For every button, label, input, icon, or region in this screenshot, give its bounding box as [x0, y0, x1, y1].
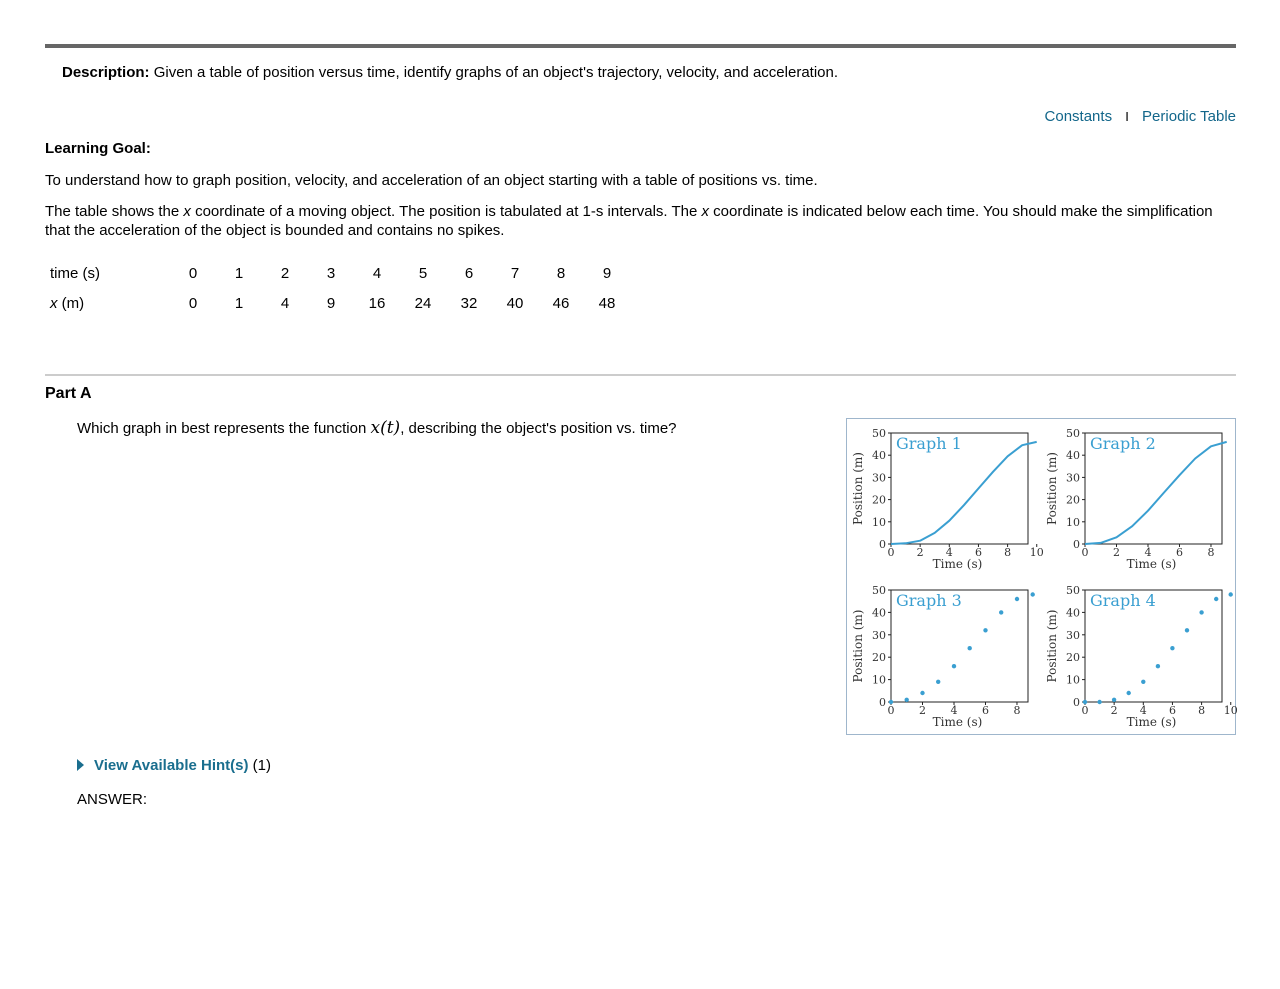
data-point: [1083, 700, 1087, 704]
data-point: [889, 700, 893, 704]
y-tick-label: 50: [872, 427, 886, 440]
time-cell: 3: [326, 264, 336, 282]
time-cell: 6: [464, 264, 474, 282]
y-tick-label: 20: [872, 493, 886, 507]
data-point: [1214, 597, 1218, 601]
position-cell: 40: [506, 294, 524, 312]
x-tick-label: 4: [950, 704, 958, 717]
x-tick-label: 6: [974, 546, 982, 559]
x-tick-label: 2: [918, 704, 926, 717]
position-cell: 24: [414, 294, 432, 312]
x-tick-label: 6: [1168, 704, 1176, 717]
position-row-label: [46, 288, 170, 318]
y-tick-label: 20: [872, 651, 886, 665]
data-point: [905, 698, 909, 702]
x-tick-label: 4: [1139, 704, 1147, 717]
y-tick-label: 10: [1066, 673, 1080, 687]
link-separator: I: [1125, 109, 1129, 124]
y-tick-label: 50: [1066, 584, 1080, 597]
part-a-question: [77, 418, 677, 438]
time-cell: 2: [280, 264, 290, 282]
data-point: [1015, 597, 1019, 601]
position-cell: 46: [552, 294, 570, 312]
x-tick-label: 0: [887, 704, 895, 717]
hint-toggle[interactable]: [77, 757, 271, 774]
position-cell: 4: [280, 294, 290, 312]
x-tick-label: 8: [1207, 546, 1215, 559]
graph-panel-4: [1045, 584, 1238, 729]
x-tick-label: 6: [1175, 546, 1183, 559]
y-axis-label: Position (m): [851, 452, 865, 525]
data-point: [999, 610, 1003, 614]
data-point: [1229, 592, 1233, 596]
graph-panel-2: [1045, 427, 1227, 571]
hint-count: (1): [252, 757, 272, 774]
data-point: [1031, 592, 1035, 596]
part-a-heading: Part A: [45, 385, 92, 402]
time-row: [46, 258, 630, 288]
graph-panel-3: [851, 584, 1035, 729]
time-cell: 9: [602, 264, 612, 282]
graph-title: Graph 2: [1090, 434, 1156, 453]
description: [62, 64, 838, 81]
x-tick-label: 2: [916, 546, 924, 559]
data-point: [968, 646, 972, 650]
position-cell: 9: [326, 294, 336, 312]
question-text: , describing the object's position vs. time?: [400, 420, 677, 437]
y-tick-label: 50: [872, 584, 886, 597]
time-cell: 7: [510, 264, 520, 282]
data-point: [1141, 680, 1145, 684]
position-cell: 16: [368, 294, 386, 312]
time-cell: 8: [556, 264, 566, 282]
x-tick-label: 8: [1004, 546, 1012, 559]
x-tick-label: 6: [981, 704, 989, 717]
unit: (m): [57, 294, 85, 312]
x-tick-label: 2: [1112, 546, 1120, 559]
data-point: [1127, 691, 1131, 695]
data-point: [936, 680, 940, 684]
y-tick-label: 40: [872, 449, 886, 463]
x-tick-label: 2: [1110, 704, 1118, 717]
answer-label: ANSWER:: [77, 791, 148, 808]
data-point: [1097, 700, 1101, 704]
x-tick-label: 8: [1013, 704, 1021, 717]
time-cell: 1: [234, 264, 244, 282]
data-point: [952, 664, 956, 668]
y-tick-label: 10: [872, 515, 886, 529]
y-tick-label: 30: [872, 471, 886, 485]
x-axis-label: Time (s): [1126, 715, 1177, 729]
y-tick-label: 0: [1073, 696, 1080, 709]
position-cell: 1: [234, 294, 244, 312]
y-tick-label: 10: [1066, 515, 1080, 529]
x-variable: x: [701, 203, 709, 220]
y-tick-label: 30: [1066, 628, 1080, 642]
y-tick-label: 30: [1066, 471, 1080, 485]
time-cell: 0: [188, 264, 198, 282]
y-tick-label: 40: [872, 606, 886, 620]
x-tick-label: 4: [1144, 546, 1152, 559]
x-tick-label: 8: [1198, 704, 1206, 717]
data-point: [1156, 664, 1160, 668]
position-cell: 48: [598, 294, 616, 312]
y-axis-label: Position (m): [1045, 452, 1059, 525]
data-point: [1170, 646, 1174, 650]
position-cell: 32: [460, 294, 478, 312]
learning-goal-heading: Learning Goal:: [45, 140, 151, 157]
x-tick-label: 0: [1081, 546, 1089, 559]
data-point: [1199, 610, 1203, 614]
function-math: x(t): [370, 418, 401, 438]
position-curve: [891, 442, 1037, 544]
constants-link[interactable]: Constants: [1044, 108, 1113, 125]
y-axis-label: Position (m): [1045, 609, 1059, 683]
data-point: [983, 628, 987, 632]
x-tick-label: 0: [887, 546, 895, 559]
graph-title: Graph 1: [896, 434, 962, 453]
graph-title: Graph 4: [1090, 591, 1156, 610]
resource-links: [1045, 108, 1236, 125]
y-tick-label: 40: [1066, 606, 1080, 620]
x-tick-label: 0: [1081, 704, 1089, 717]
data-point: [920, 691, 924, 695]
data-point: [1112, 698, 1116, 702]
part-divider: [45, 374, 1236, 376]
learning-goal-text: To understand how to graph position, velocity, and acceleration of an object starting with a table of positions vs. time.: [45, 172, 818, 189]
x-variable: x: [183, 203, 191, 220]
x-tick-label: 4: [945, 546, 953, 559]
time-cell: 4: [372, 264, 382, 282]
top-divider: [45, 44, 1236, 48]
x-tick-label: 10: [1029, 546, 1044, 559]
y-tick-label: 30: [872, 628, 886, 642]
y-tick-label: 0: [879, 696, 886, 709]
position-row: [46, 288, 630, 318]
x-variable: x: [50, 294, 58, 312]
question-text: Which graph in best represents the function: [77, 420, 371, 437]
y-tick-label: 20: [1066, 493, 1080, 507]
problem-statement: [45, 202, 1225, 240]
statement-part: coordinate is indicated below each time. You should make the simplification that the acceleration of the object is bounded and contains no spikes.: [45, 203, 1213, 239]
description-label: Description:: [62, 64, 150, 81]
graph-title: Graph 3: [896, 591, 962, 610]
statement-part: The table shows the: [45, 203, 184, 220]
position-curve: [1085, 442, 1227, 544]
y-tick-label: 0: [879, 538, 886, 551]
y-tick-label: 20: [1066, 651, 1080, 665]
position-table: [46, 258, 630, 318]
graphs-figure: [846, 418, 1236, 735]
x-tick-label: 10: [1223, 704, 1238, 717]
x-axis-label: Time (s): [932, 715, 983, 729]
data-point: [1185, 628, 1189, 632]
y-tick-label: 50: [1066, 427, 1080, 440]
view-hints-link[interactable]: View Available Hint(s): [94, 757, 249, 774]
statement-part: coordinate of a moving object. The position is tabulated at 1-s intervals. The: [190, 203, 702, 220]
periodic-table-link[interactable]: Periodic Table: [1142, 108, 1236, 125]
expand-triangle-icon[interactable]: [77, 759, 84, 771]
graph-panel-1: [851, 427, 1044, 571]
x-axis-label: Time (s): [1126, 557, 1177, 571]
x-axis-label: Time (s): [932, 557, 983, 571]
y-tick-label: 10: [872, 673, 886, 687]
y-tick-label: 40: [1066, 449, 1080, 463]
graphs-svg: [847, 419, 1238, 734]
y-axis-label: Position (m): [851, 609, 865, 683]
time-cell: 5: [418, 264, 428, 282]
time-row-label: time (s): [50, 264, 100, 282]
y-tick-label: 0: [1073, 538, 1080, 551]
position-cell: 0: [188, 294, 198, 312]
description-text: Given a table of position versus time, identify graphs of an object's trajectory, velocity, and acceleration.: [153, 64, 839, 81]
